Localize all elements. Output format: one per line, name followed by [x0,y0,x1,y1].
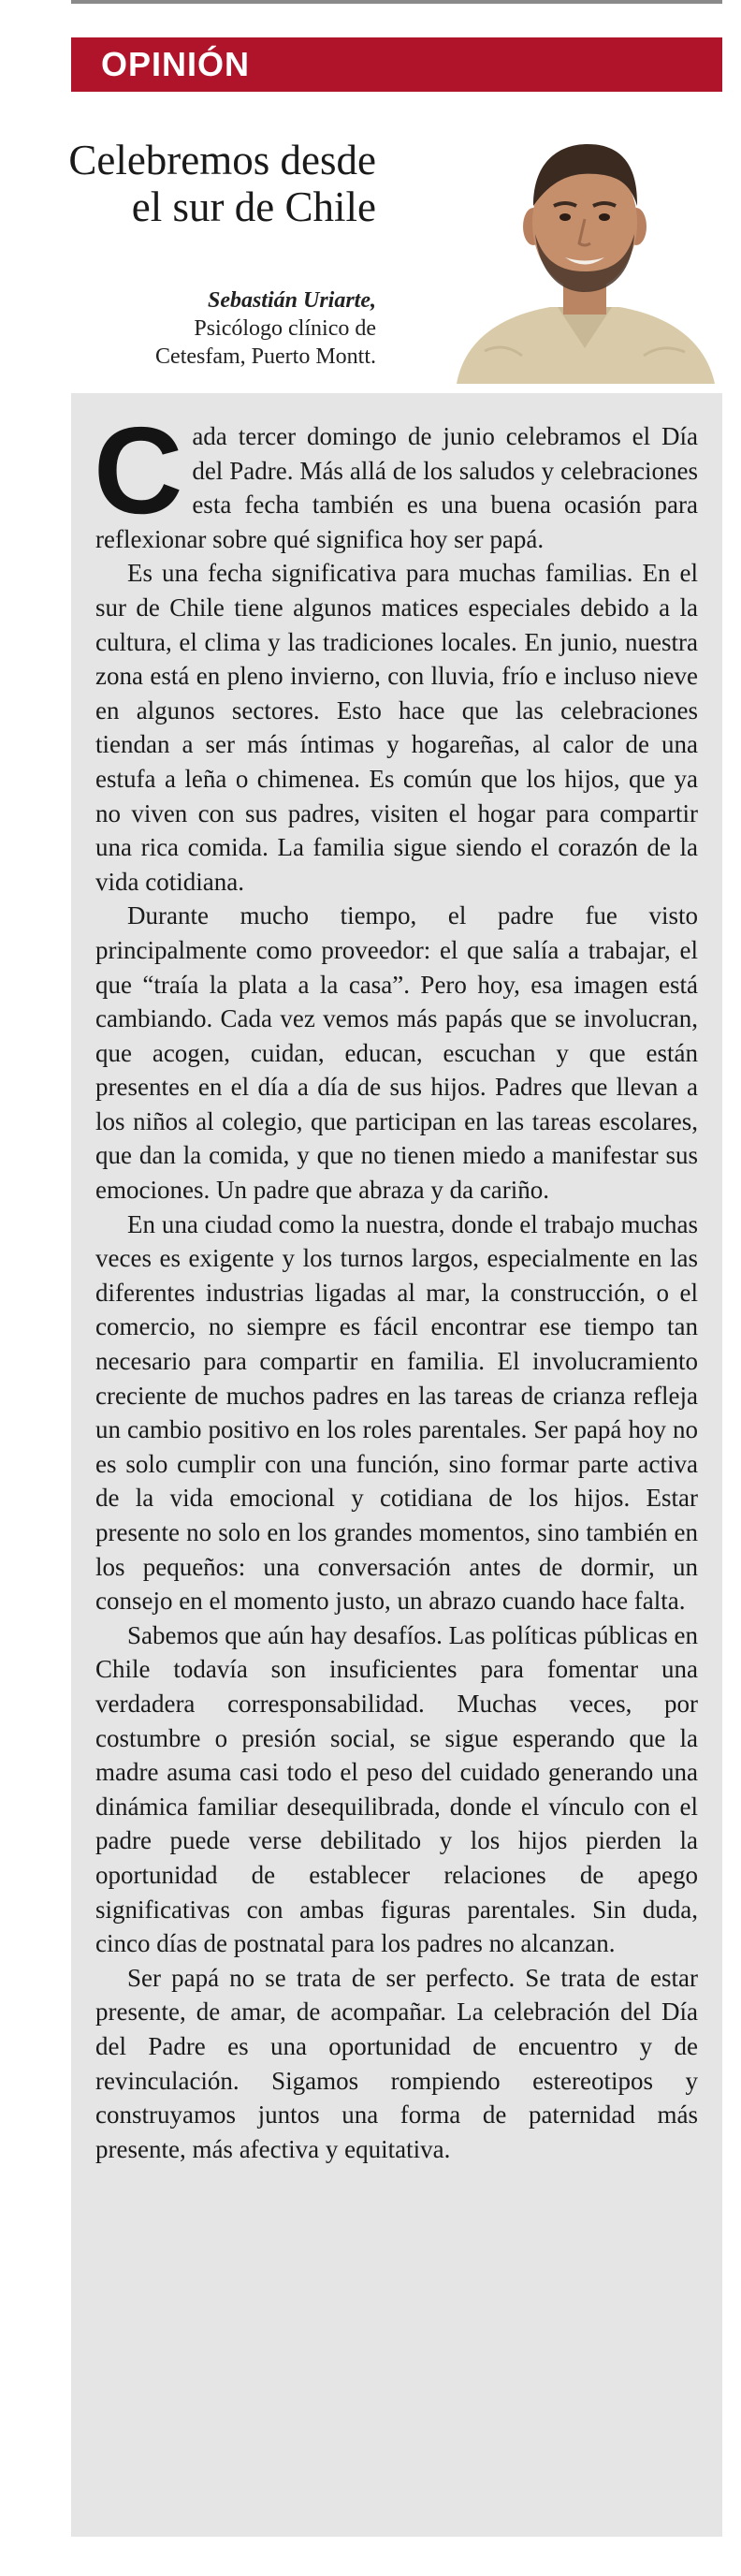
section-label: OPINIÓN [71,37,722,92]
paragraph-1 [94,402,698,556]
paragraph-6: Ser papá no se trata de ser perfecto. Se trata de estar presente, de amar, de acompañar. La celebración del Día del Padre es una oportunidad de encuentro y de revinculación. Sigamos rompiendo estereotipos y construyamos juntos una forma de paternidad más presente, más afectiva y equitativa. [95,1963,698,2163]
author-photo [447,131,722,384]
paragraph-3: Durante mucho tiempo, el padre fue visto principalmente como proveedor: el que salía a trabajar, el que “traía la plata a la casa”. Pero hoy, esa imagen está cambiando. Cada vez vemos más papás que se involucran, que acogen, cuidan, educan, escuchan y que están presentes en el día a día de sus hijos. Padres que llevan a los niños al colegio, que participan en las tareas escolares, que dan la comida, y que no tienen miedo a manifestar sus emociones. Un padre que abraza y da cariño. [95,901,698,1205]
article-headline: Celebremos desde el sur de Chile [68,137,376,230]
paragraph-5: Sabemos que aún hay desafíos. Las políticas públicas en Chile todavía son insuficientes para fomentar una verdadera corresponsabilidad. Muchas veces, por costumbre o presión social, se sigue esperando que la madre asuma casi todo el peso del cuidado generando una dinámica familiar desequilibrada, donde el vínculo con el padre puede verse debilitado y los hijos pierden la oportunidad de establecer relaciones de apego significativas con ambas figuras parentales. Sin duda, cinco días de postnatal para los padres no alcanzan. [95,1620,698,1958]
author-affiliation: Cetesfam, Puerto Montt. [155,344,376,369]
byline [67,286,376,371]
author-role: Psicólogo clínico de [194,316,376,341]
article-body [71,393,722,2537]
author-name: Sebastián Uriarte, [207,288,376,313]
top-rule [71,0,722,4]
paragraph-2: Es una fecha significativa para muchas familias. En el sur de Chile tiene algunos matices especiales debido a la cultura, el clima y las tradiciones locales. En junio, nuestra zona está en pleno invierno, con lluvia, frío e incluso nieve en algunos sectores. Esto hace que las celebraciones tiendan a ser más íntimas y hogareñas, al calor de una estufa a leña o chimenea. Es común que los hijos, que ya no viven con sus padres, visiten el hogar para compartir una rica comida. La familia sigue siendo el corazón de la vida cotidiana. [95,559,698,896]
paragraph-1-text: ada tercer domingo de junio celebramos el Día del Padre. Más allá de los saludos y celebraciones esta fecha también es una buena ocasión para reflexionar sobre qué significa hoy ser papá. [95,422,698,553]
paragraph-4: En una ciudad como la nuestra, donde el trabajo muchas veces es exigente y los turnos largos, especialmente en las diferentes industrias ligadas al mar, la construcción, o el comercio, no siempre es fácil encontrar ese tiempo tan necesario para compartir en familia. El involucramiento creciente de muchos padres en las tareas de crianza refleja un cambio positivo en los roles parentales. Ser papá hoy no es solo cumplir con una función, sino formar parte activa de la vida emocional y cotidiana de los hijos. Estar presente no solo en los grandes momentos, sino también en los pequeños: una conversación antes de dormir, un consejo en el momento justo, un abrazo cuando hace falta. [95,1209,698,1616]
dropcap: C [94,402,183,539]
